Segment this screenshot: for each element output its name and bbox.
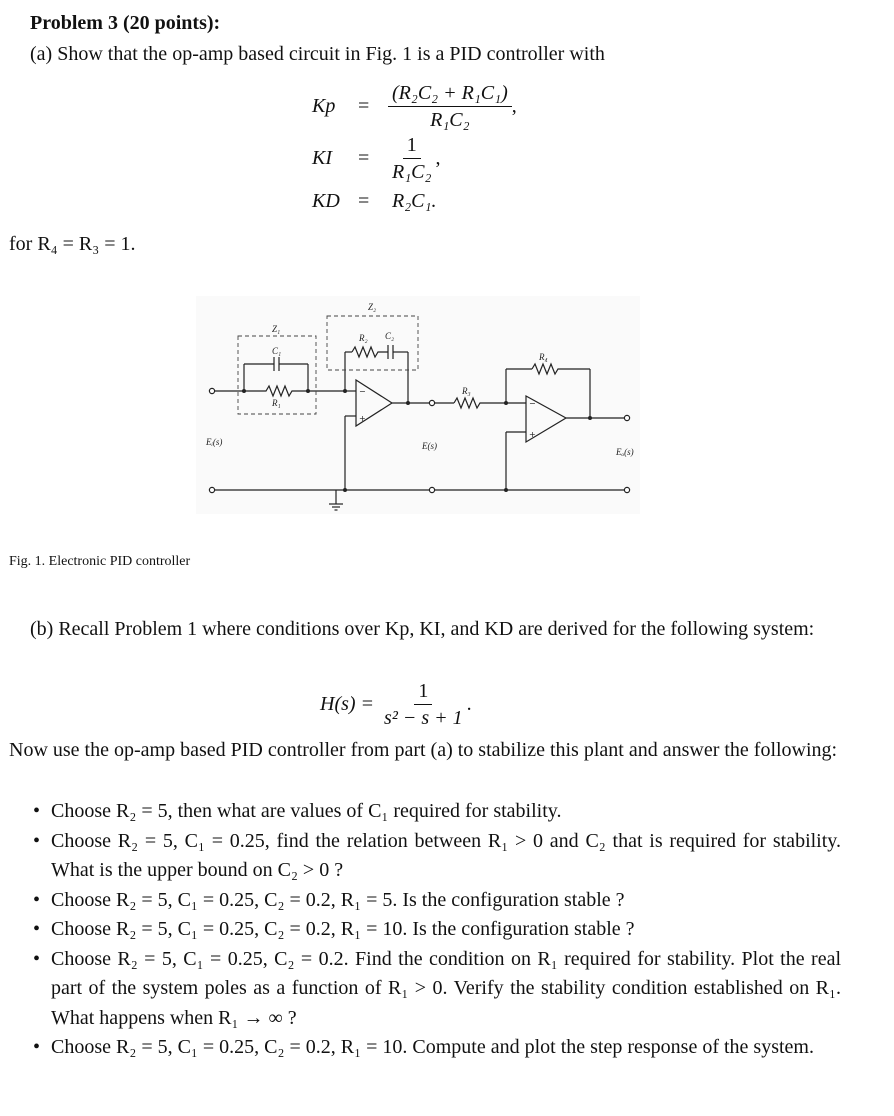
pid-circuit-figure [196,296,640,514]
opamp2-plus-sign: + [529,430,536,439]
label-eo: Eₒ(s) [616,447,634,457]
resistor-condition: for R₄ = R₃ = 1. [9,233,136,255]
question-item: • Choose R₂ = 5, then what are values of C₁ required for stability. [9,797,841,827]
part-b-instruction: Now use the op-amp based PID controller from part (a) to stabilize this plant and answer the following: [9,739,838,761]
question-item: • Choose R₂ = 5, C₁ = 0.25, find the relation between R₁ > 0 and C₂ that is required for stability. What is the upper bound on C₂ > 0 ? [9,827,841,886]
ki-suffix: , [435,146,441,169]
question-list [9,797,841,1063]
tf-lhs: H(s) = [320,692,375,715]
tf-numerator: 1 [414,678,432,705]
kp-lhs: Kp [312,94,336,117]
kd-lhs: KD [312,189,340,212]
part-a-intro: (a) Show that the op-amp based circuit in Fig. 1 is a PID controller with [30,43,605,65]
problem-title: Problem 3 (20 points): [30,12,221,34]
opamp1-plus-sign: + [359,414,366,423]
ki-numerator: 1 [403,132,421,159]
kd-equation: KD = R₂C₁. [312,189,437,212]
label-e: E(s) [422,441,437,451]
question-item: • Choose R₂ = 5, C₁ = 0.25, C₂ = 0.2. Find the condition on R₁ required for stability. Plot the real part of the system poles as a function of R₁ > 0. Verify the stability condition established on R₁. What happens when R₁ → ∞ ? [9,945,841,1034]
transfer-function [320,678,472,730]
label-z1: Z₁ [272,324,281,334]
opamp1-minus-sign: − [359,387,366,396]
pid-circuit-diagram [196,296,640,514]
label-z2: Z₂ [368,302,377,312]
question-item: • Choose R₂ = 5, C₁ = 0.25, C₂ = 0.2, R₁ = 10. Compute and plot the step response of the system. [9,1033,841,1063]
ki-lhs: KI [312,146,332,169]
ki-denominator: R₁C₂ [392,160,432,183]
label-ei: Eᵢ(s) [206,437,223,447]
kp-suffix: , [511,94,517,117]
label-c2: C₂ [385,331,395,341]
kp-numerator: (R₂C₂ + R₁C₁) [388,80,512,107]
label-r3: R₃ [462,386,471,396]
figure-caption: Fig. 1. Electronic PID controller [9,554,191,569]
kp-denominator: R₁C₂ [430,108,470,131]
label-c1: C₁ [272,346,282,356]
kp-fraction [388,80,512,133]
part-b-intro: (b) Recall Problem 1 where conditions over Kp, KI, and KD are derived for the following system: [30,618,815,640]
ki-equation: KI = $\frac{1}{\text{R₁C₂}}$ , [312,133,441,183]
tf-fraction [380,678,467,731]
question-item: • Choose R₂ = 5, C₁ = 0.25, C₂ = 0.2, R₁ = 10. Is the configuration stable ? [9,915,841,945]
label-r2: R₂ [359,333,368,343]
label-r4: R₄ [539,352,548,362]
ki-fraction [388,132,435,185]
tf-denominator: s² − s + 1 [384,706,463,729]
question-item: • Choose R₂ = 5, C₁ = 0.25, C₂ = 0.2, R₁ = 5. Is the configuration stable ? [9,886,841,916]
label-r1: R₁ [272,398,281,408]
opamp2-minus-sign: − [529,399,536,408]
kd-rhs: R₂C₁. [392,189,437,212]
kp-equation: Kp = $\frac{\text{(R₂C₂ + R₁C₁)}}{\text{R₁C₂}}$ , [312,81,517,131]
tf-suffix: . [466,692,472,715]
